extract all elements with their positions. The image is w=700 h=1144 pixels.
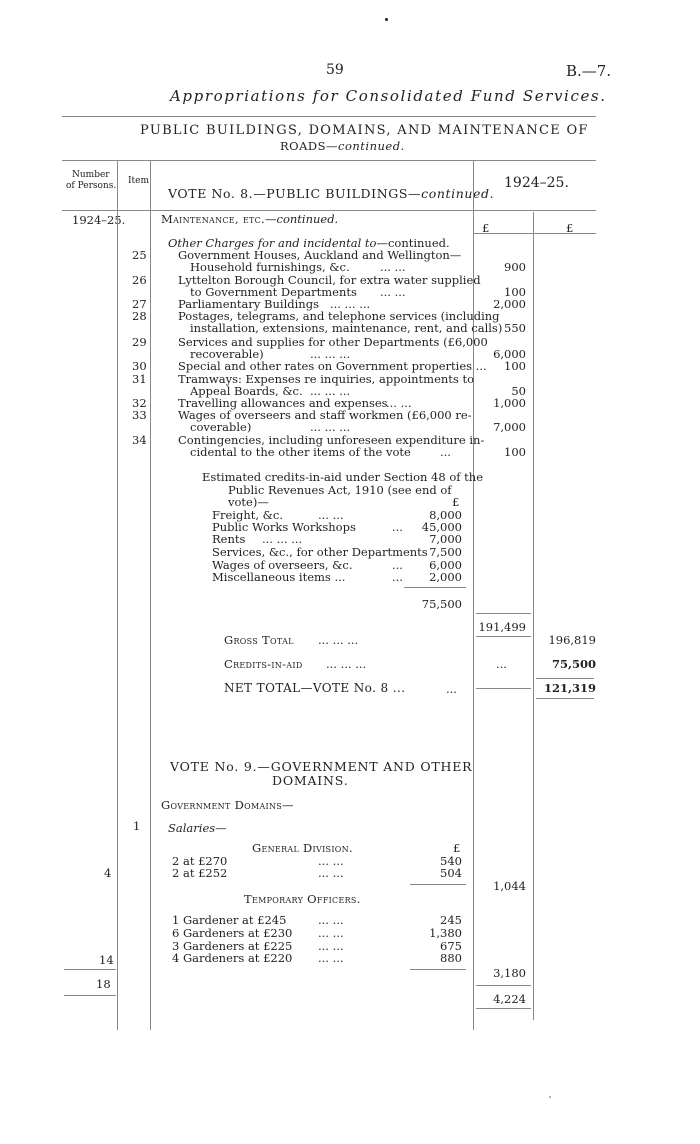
salary-label: 6 Gardeners at £230	[172, 926, 293, 940]
vote9-grand-total-rule	[476, 1008, 531, 1009]
item-description-line-1: Postages, telegrams, and telephone services (including	[178, 309, 500, 323]
credits-intro-line-2: Public Revenues Act, 1910 (see end of	[228, 483, 452, 497]
leader-dots: ... ...	[380, 260, 406, 274]
left-year-label: 1924–25.	[72, 213, 126, 227]
item-number: 32	[132, 396, 147, 410]
credit-label: Wages of overseers, &c.	[212, 558, 353, 572]
leader-dots: ... ... ...	[310, 347, 351, 361]
leader-dots: ... ... ...	[262, 532, 303, 546]
stray-mark-bottom	[549, 1096, 551, 1098]
maintenance-heading	[161, 213, 338, 226]
item-amount: 50	[511, 384, 526, 398]
salary-value: 1,380	[429, 926, 462, 940]
column-header-persons-2: of Persons.	[66, 181, 117, 191]
leader-dots: ...	[392, 520, 403, 534]
vote8-heading-main: VOTE No. 8.—PUBLIC BUILDINGS—	[168, 186, 422, 201]
net-total-under-rule	[536, 698, 594, 699]
credits-in-aid-value: 75,500	[551, 657, 596, 671]
item-description-line-1: Tramways: Expenses re inquiries, appointments to	[178, 372, 475, 386]
item-number: 34	[132, 433, 147, 447]
item-description-line-1: Special and other rates on Government properties ...	[178, 359, 487, 373]
item-description-line-1: Lyttelton Borough Council, for extra water supplied	[178, 273, 481, 287]
leader-dots: ... ... ...	[310, 384, 351, 398]
item-description-line-2: cidental to the other items of the vote	[190, 445, 411, 459]
net-total-rule-amount	[476, 688, 531, 689]
leader-dots: ... ...	[318, 926, 344, 940]
maintenance-label: Maintenance, etc.	[161, 212, 265, 226]
general-division-pound: £	[453, 841, 461, 855]
item-description-line-2: Appeal Boards, &c.	[190, 384, 303, 398]
leader-dots: ... ... ...	[330, 297, 371, 311]
rule-item-text	[150, 160, 151, 1030]
persons-under-rule	[64, 995, 116, 996]
maintenance-continued: —continued.	[265, 212, 339, 226]
temporary-officers-total: 3,180	[493, 966, 526, 980]
vote9-title-line-2: DOMAINS.	[272, 773, 349, 788]
item-description-line-1: Wages of overseers and staff workmen (£6,000 re-	[178, 408, 472, 422]
credits-in-aid-amount-dots: ...	[496, 657, 507, 671]
credits-total: 75,500	[421, 597, 462, 611]
stray-mark	[385, 18, 388, 21]
subtotal-under-rule	[476, 636, 531, 637]
item-amount: 100	[504, 445, 526, 459]
item-amount: 2,000	[493, 297, 526, 311]
other-charges-label: Other Charges for and incidental to	[168, 236, 377, 250]
salary-label: 2 at £270	[172, 854, 228, 868]
leader-dots: ...	[446, 682, 457, 696]
item-description-line-2: coverable)	[190, 420, 252, 434]
leader-dots: ...	[392, 570, 403, 584]
leader-dots: ... ...	[318, 913, 344, 927]
item-description-line-1: Services and supplies for other Departments (£6,000	[178, 335, 488, 349]
item-number: 25	[132, 248, 147, 262]
column-header-year: 1924–25.	[504, 175, 569, 191]
leader-dots: ... ...	[318, 854, 344, 868]
amount-subheader-rule	[473, 233, 596, 234]
salary-value: 245	[440, 913, 462, 927]
amount-column-pound: £	[482, 221, 490, 235]
table-top-rule	[62, 160, 596, 161]
rule-text-amount	[473, 160, 474, 1030]
credit-value: 45,000	[421, 520, 462, 534]
temporary-sum-rule	[410, 969, 466, 970]
credit-value: 8,000	[429, 508, 462, 522]
document-reference: B.—7.	[566, 62, 612, 80]
gross-total-value: 196,819	[548, 633, 596, 647]
net-total-value: 121,319	[543, 681, 596, 695]
credit-label: Miscellaneous items ...	[212, 570, 346, 584]
leader-dots: ... ... ...	[318, 633, 359, 647]
credits-in-aid-label: Credits-in-aid	[224, 657, 303, 671]
leader-dots: ... ...	[318, 866, 344, 880]
item-description-line-1: Contingencies, including unforeseen expenditure in-	[178, 433, 485, 447]
header-rule	[62, 116, 596, 117]
item-description-line-1: Travelling allowances and expenses	[178, 396, 388, 410]
salary-label: 1 Gardener at £245	[172, 913, 287, 927]
item-description-line-2: to Government Departments	[190, 285, 357, 299]
vote8-heading-continued: continued.	[421, 186, 495, 201]
leader-dots: ...	[440, 445, 451, 459]
item-description-line-2: recoverable)	[190, 347, 264, 361]
section-title-line-1: PUBLIC BUILDINGS, DOMAINS, AND MAINTENANCE OF	[140, 123, 589, 138]
subtotal-rule	[476, 613, 531, 614]
leader-dots: ... ...	[318, 508, 344, 522]
credit-value: 7,500	[429, 545, 462, 559]
subtotal-amount: 191,499	[478, 620, 526, 634]
credits-pound-sign: £	[452, 495, 460, 509]
item-amount: 550	[504, 321, 526, 335]
vote9-title-line-1: VOTE No. 9.—GOVERNMENT AND OTHER	[170, 759, 473, 774]
credits-intro-line-3: vote)—	[228, 495, 269, 509]
government-domains-heading: Government Domains—	[161, 798, 294, 812]
item-number: 28	[132, 309, 147, 323]
salaries-heading: Salaries—	[168, 821, 227, 835]
page-number: 59	[326, 62, 344, 78]
temporary-officers-heading: Temporary Officers.	[244, 892, 361, 906]
section-title-line-2	[280, 139, 405, 153]
net-total-label: NET TOTAL—VOTE No. 8 ...	[224, 681, 406, 695]
rule-amount-total	[533, 212, 534, 1020]
leader-dots: ... ...	[318, 939, 344, 953]
item-amount: 900	[504, 260, 526, 274]
item-number: 30	[132, 359, 147, 373]
credit-label: Rents	[212, 532, 246, 546]
item-amount: 7,000	[493, 420, 526, 434]
item-amount: 1,000	[493, 396, 526, 410]
leader-dots: ... ...	[318, 951, 344, 965]
item-description-line-1: Government Houses, Auckland and Wellington—	[178, 248, 462, 262]
leader-dots: ... ...	[386, 396, 412, 410]
item-description-line-2: installation, extensions, maintenance, rent, and calls)	[190, 321, 503, 335]
section-title-continued: continued.	[338, 139, 405, 153]
salary-label: 3 Gardeners at £225	[172, 939, 293, 953]
credit-label: Public Works Workshops	[212, 520, 356, 534]
vote9-item-number: 1	[133, 819, 141, 833]
gross-total-label: Gross Total	[224, 633, 294, 647]
salary-label: 4 Gardeners at £220	[172, 951, 293, 965]
rule-persons-item	[117, 160, 118, 1030]
vote9-grand-total: 4,224	[493, 992, 526, 1006]
persons-sum-rule	[64, 969, 116, 970]
credit-label: Freight, &c.	[212, 508, 283, 522]
item-number: 31	[132, 372, 147, 386]
item-number: 29	[132, 335, 147, 349]
table-header-rule	[62, 210, 596, 211]
general-division-total: 1,044	[493, 879, 526, 893]
general-division-sum-rule	[410, 884, 466, 885]
credit-label: Services, &c., for other Departments	[212, 545, 428, 559]
vote9-total-rule	[476, 985, 531, 986]
net-total-rule-total	[536, 678, 594, 679]
item-description-line-1: Parliamentary Buildings	[178, 297, 319, 311]
total-persons: 18	[96, 977, 111, 991]
item-number: 26	[132, 273, 147, 287]
item-amount: 100	[504, 285, 526, 299]
leader-dots: ... ... ...	[310, 420, 351, 434]
general-division-heading: General Division.	[252, 841, 353, 855]
credit-value: 6,000	[429, 558, 462, 572]
item-amount: 6,000	[493, 347, 526, 361]
appropriations-title: Appropriations for Consolidated Fund Services.	[170, 87, 607, 105]
leader-dots: ...	[392, 558, 403, 572]
salary-value: 880	[440, 951, 462, 965]
vote8-heading	[168, 186, 494, 201]
item-amount: 100	[504, 359, 526, 373]
salary-value: 540	[440, 854, 462, 868]
temporary-officers-persons: 14	[99, 953, 114, 967]
item-number: 27	[132, 297, 147, 311]
salary-label: 2 at £252	[172, 866, 228, 880]
item-description-line-2: Household furnishings, &c.	[190, 260, 350, 274]
salary-value: 504	[440, 866, 462, 880]
credit-value: 7,000	[429, 532, 462, 546]
credit-value: 2,000	[429, 570, 462, 584]
column-header-persons-1: Number	[72, 170, 110, 180]
leader-dots: ... ...	[380, 285, 406, 299]
item-number: 33	[132, 408, 147, 422]
general-division-persons: 4	[104, 866, 112, 880]
leader-dots: ... ... ...	[326, 657, 367, 671]
credits-sum-rule	[404, 587, 466, 588]
salary-value: 675	[440, 939, 462, 953]
column-header-item: Item.	[128, 176, 152, 186]
total-column-pound: £	[566, 221, 574, 235]
credits-intro-line-1: Estimated credits-in-aid under Section 48 of the	[202, 470, 484, 484]
other-charges-continued: —continued.	[376, 236, 450, 250]
section-title-roads: ROADS—	[280, 139, 338, 153]
